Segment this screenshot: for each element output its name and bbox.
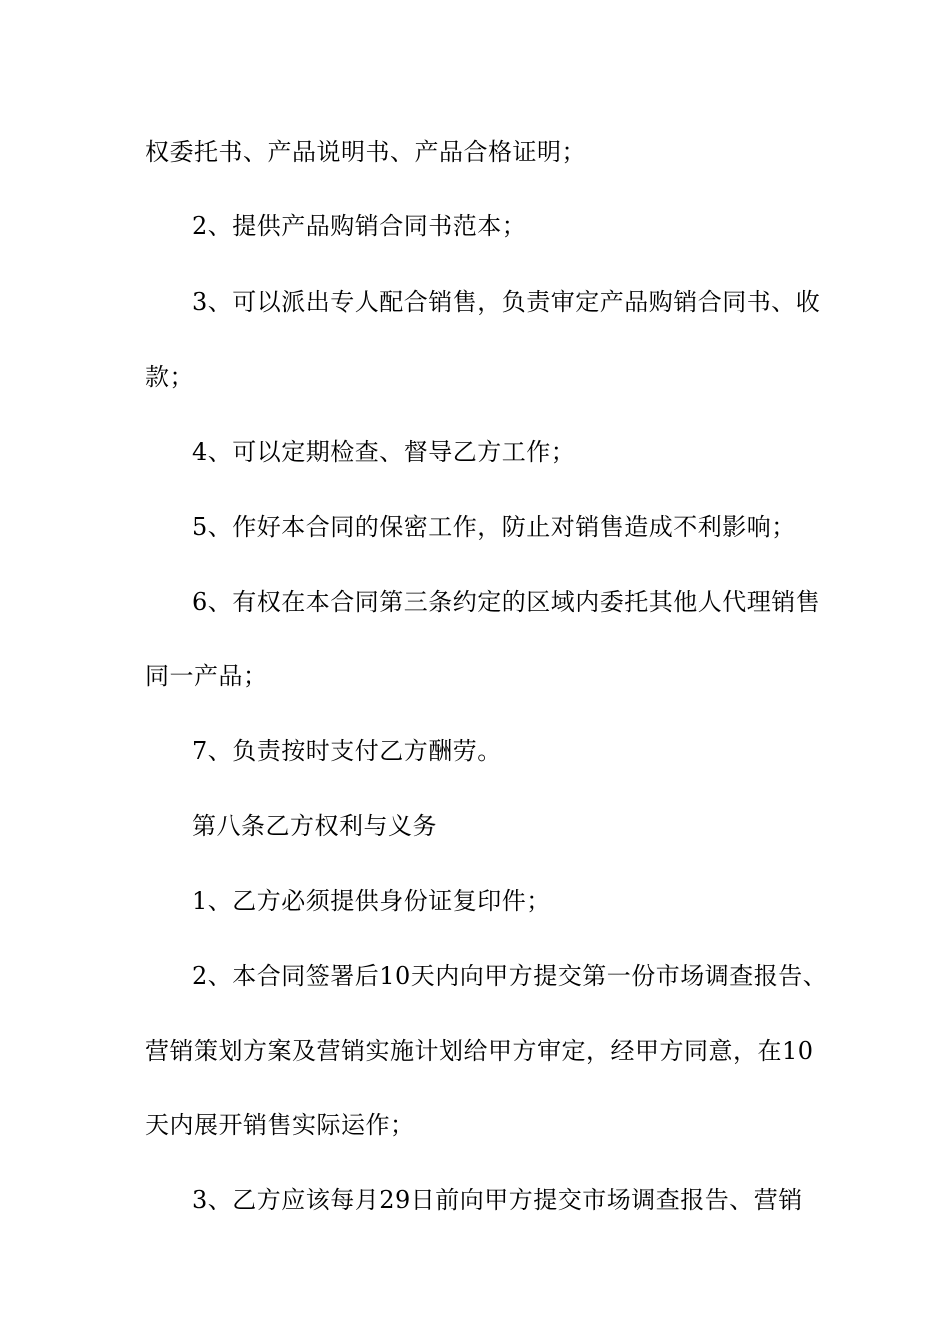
text-line-9: 7、负责按时支付乙方酬劳。	[192, 737, 502, 765]
section-heading: 第八条乙方权利与义务	[192, 812, 437, 840]
text-line-1: 权委托书、产品说明书、产品合格证明；	[145, 138, 586, 166]
text-line-3: 3、可以派出专人配合销售，负责审定产品购销合同书、收	[192, 288, 821, 316]
text-line-11: 1、乙方必须提供身份证复印件；	[192, 887, 551, 915]
text-line-6: 5、作好本合同的保密工作，防止对销售造成不利影响；	[192, 513, 796, 541]
text-line-2: 2、提供产品购销合同书范本；	[192, 212, 527, 240]
text-line-14: 天内展开销售实际运作；	[145, 1111, 415, 1139]
text-line-15: 3、乙方应该每月29日前向甲方提交市场调查报告、营销	[192, 1186, 803, 1214]
text-line-13: 营销策划方案及营销实施计划给甲方审定，经甲方同意，在10	[145, 1037, 814, 1065]
text-line-5: 4、可以定期检查、督导乙方工作；	[192, 438, 576, 466]
text-line-7: 6、有权在本合同第三条约定的区域内委托其他人代理销售	[192, 588, 821, 616]
text-line-12: 2、本合同签署后10天内向甲方提交第一份市场调查报告、	[192, 962, 828, 990]
text-line-4: 款；	[145, 363, 194, 391]
text-line-8: 同一产品；	[145, 662, 268, 690]
